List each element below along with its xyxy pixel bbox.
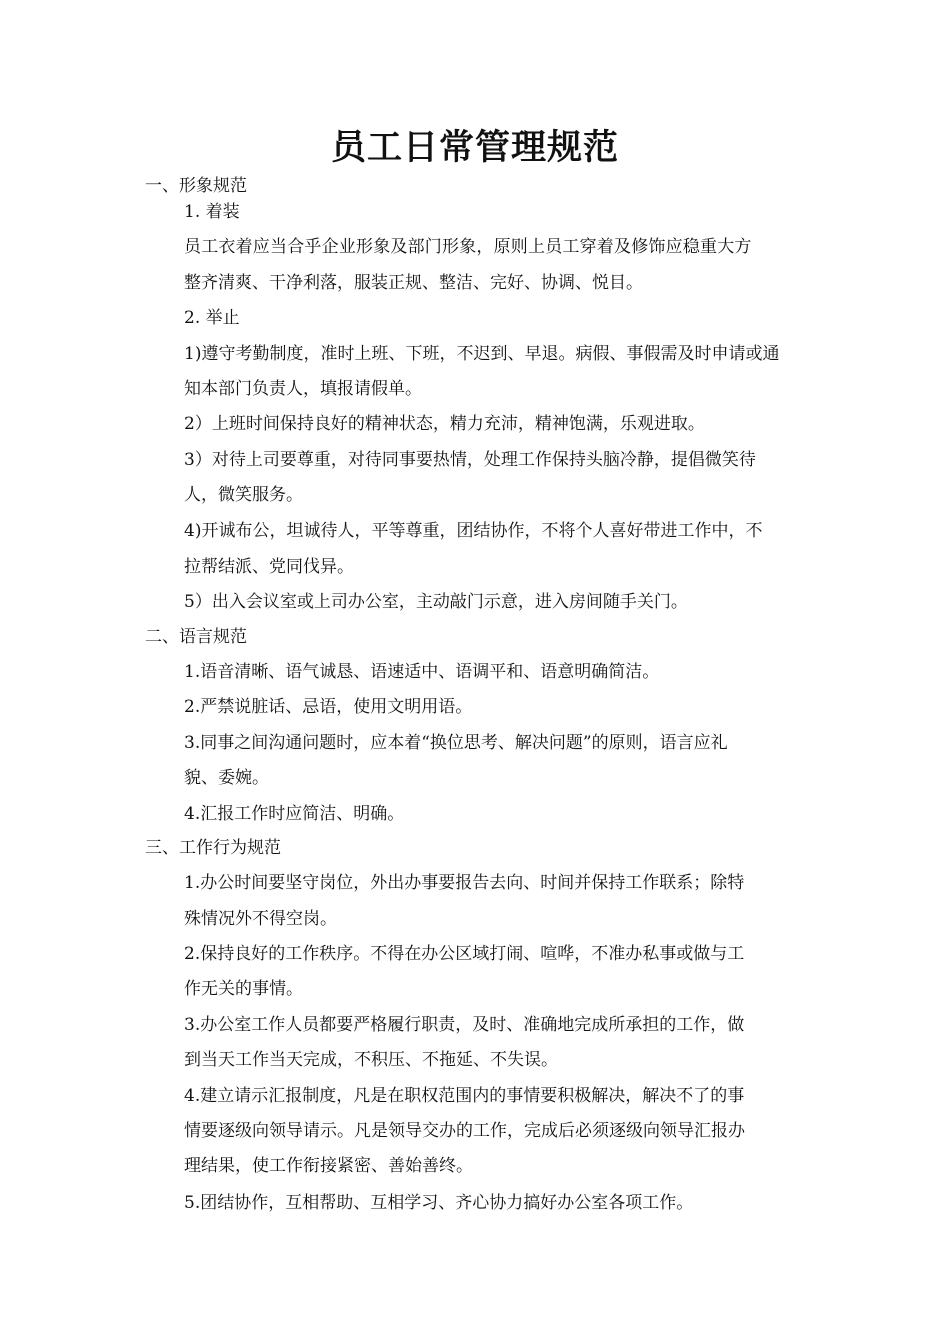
- paragraph-line: 4.汇报工作时应简洁、明确。: [184, 804, 405, 824]
- subsection-behavior: 2. 举止: [184, 308, 240, 328]
- section-heading-language: 二、语言规范: [145, 627, 247, 647]
- paragraph-line: 殊情况外不得空岗。: [184, 909, 337, 929]
- section-heading-image: 一、形象规范: [145, 176, 247, 196]
- paragraph-line: 员工衣着应当合乎企业形象及部门形象，原则上员工穿着及修饰应稳重大方: [184, 237, 752, 257]
- paragraph-line: 5）出入会议室或上司办公室，主动敲门示意，进入房间随手关门。: [184, 592, 688, 612]
- paragraph-line: 5.团结协作，互相帮助、互相学习、齐心协力搞好办公室各项工作。: [184, 1193, 694, 1213]
- paragraph-line: 3）对待上司要尊重，对待同事要热情，处理工作保持头脑冷静，提倡微笑待: [184, 450, 756, 470]
- paragraph-line: 4)开诚布公，坦诚待人，平等尊重，团结协作，不将个人喜好带进工作中，不: [184, 521, 763, 541]
- paragraph-line: 理结果，使工作衔接紧密、善始善终。: [184, 1156, 473, 1176]
- paragraph-line: 整齐清爽、干净利落，服装正规、整洁、完好、协调、悦目。: [184, 273, 643, 293]
- paragraph-line: 情要逐级向领导请示。凡是领导交办的工作，完成后必须逐级向领导汇报办: [184, 1121, 745, 1141]
- paragraph-line: 1.语音清晰、语气诚恳、语速适中、语调平和、语意明确简洁。: [184, 662, 660, 682]
- subsection-attire: 1. 着装: [184, 202, 240, 222]
- paragraph-line: 3.同事之间沟通问题时，应本着“换位思考、解决问题”的原则，语言应礼: [184, 733, 728, 753]
- paragraph-line: 3.办公室工作人员都要严格履行职责，及时、准确地完成所承担的工作，做: [184, 1015, 745, 1035]
- paragraph-line: 人，微笑服务。: [184, 485, 303, 505]
- document-title: 员工日常管理规范: [330, 127, 619, 168]
- section-heading-work-behavior: 三、工作行为规范: [145, 838, 281, 858]
- paragraph-line: 1)遵守考勤制度，准时上班、下班，不迟到、早退。病假、事假需及时申请或通: [184, 344, 780, 364]
- paragraph-line: 2.严禁说脏话、忌语，使用文明用语。: [184, 697, 473, 717]
- paragraph-line: 作无关的事情。: [184, 979, 303, 999]
- paragraph-line: 2.保持良好的工作秩序。不得在办公区域打闹、喧哗，不准办私事或做与工: [184, 944, 745, 964]
- paragraph-line: 2）上班时间保持良好的精神状态，精力充沛，精神饱满，乐观进取。: [184, 414, 705, 434]
- paragraph-line: 知本部门负责人，填报请假单。: [184, 379, 422, 399]
- paragraph-line: 4.建立请示汇报制度，凡是在职权范围内的事情要积极解决，解决不了的事: [184, 1086, 745, 1106]
- paragraph-line: 貌、委婉。: [184, 768, 269, 788]
- paragraph-line: 到当天工作当天完成，不积压、不拖延、不失误。: [184, 1050, 558, 1070]
- paragraph-line: 1.办公时间要坚守岗位，外出办事要报告去向、时间并保持工作联系；除特: [184, 873, 745, 893]
- paragraph-line: 拉帮结派、党同伐异。: [184, 557, 354, 577]
